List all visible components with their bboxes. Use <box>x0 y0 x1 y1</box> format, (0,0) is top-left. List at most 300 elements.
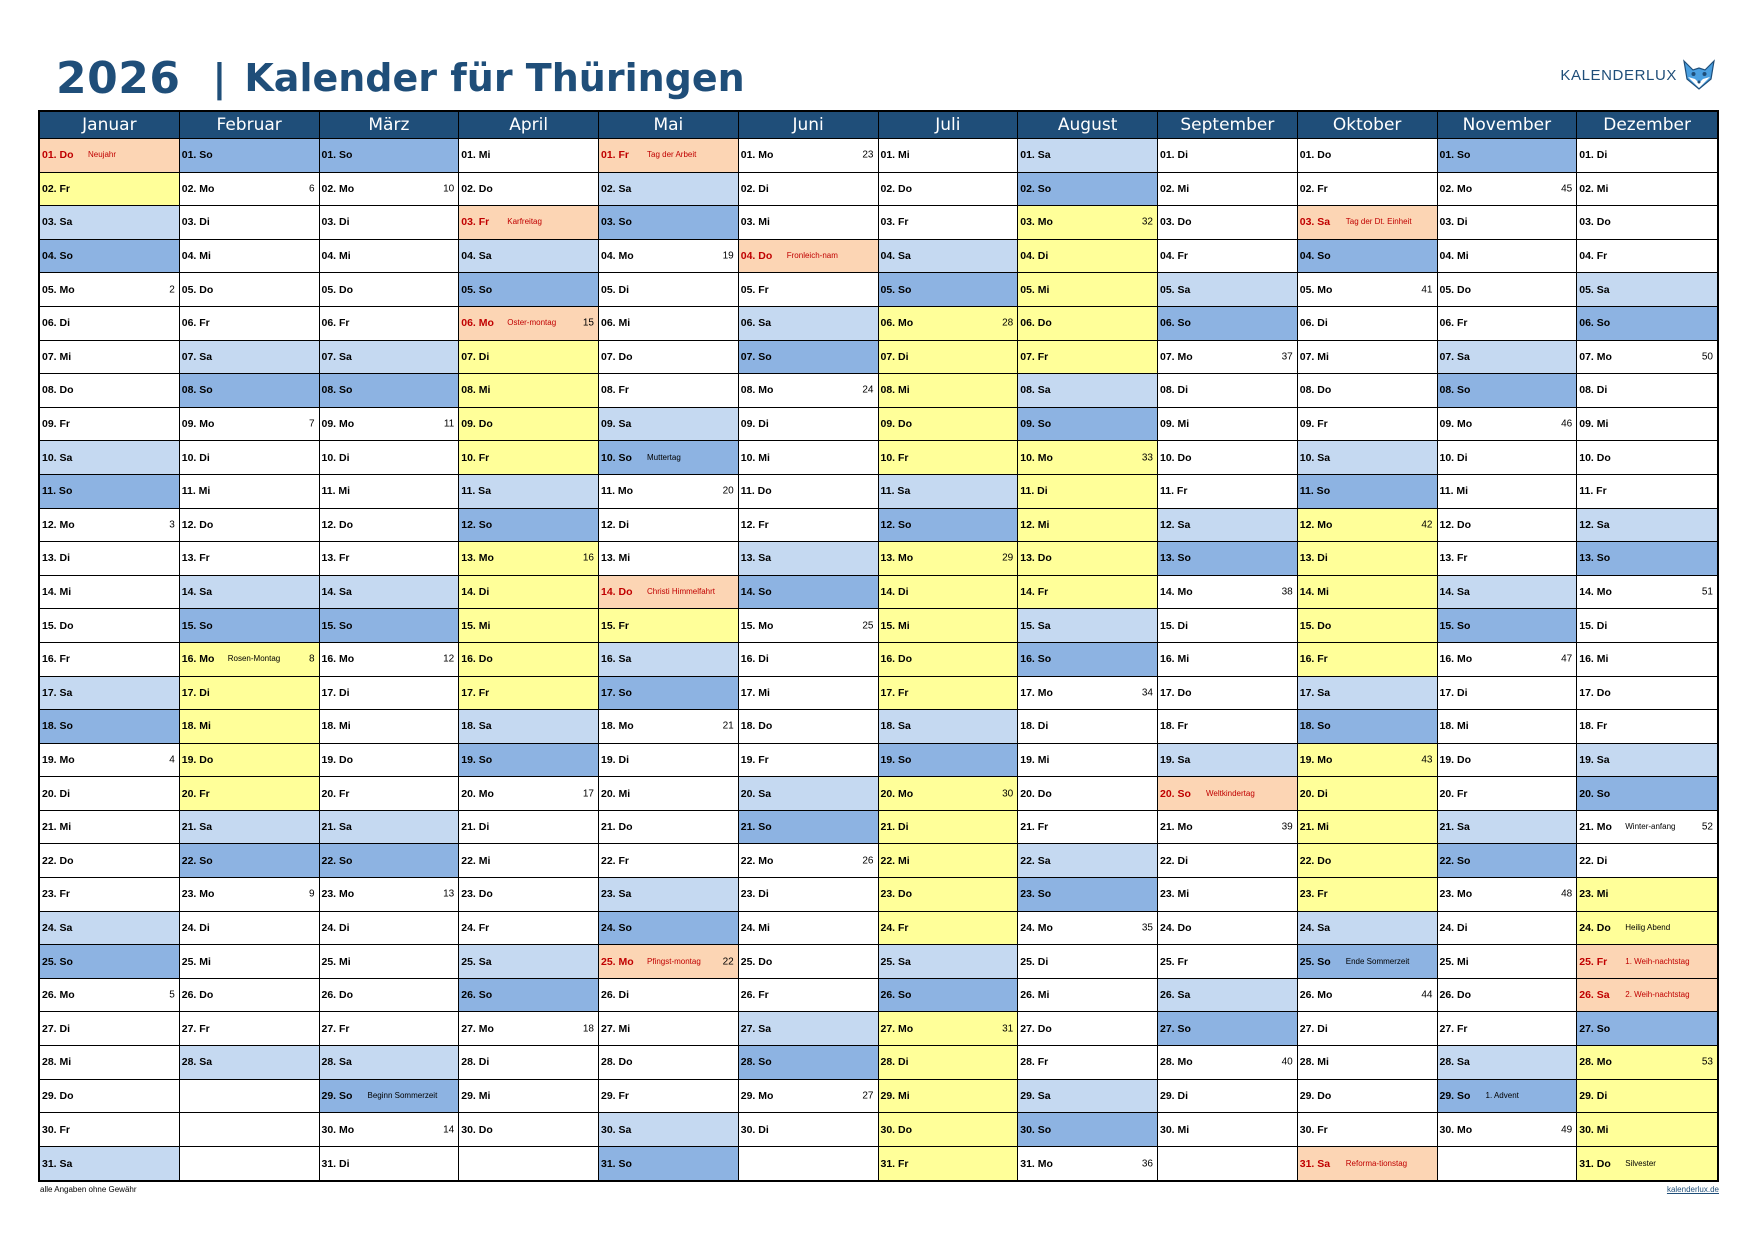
holiday-note: Muttertag <box>647 452 681 462</box>
day-label: 29. Di <box>1579 1089 1608 1102</box>
day-cell <box>1577 677 1717 711</box>
day-cell <box>1577 744 1717 778</box>
day-label: 02. Fr <box>42 182 71 195</box>
day-cell <box>40 710 179 744</box>
day-label: 27. Di <box>42 1022 71 1035</box>
day-cell <box>599 1080 738 1114</box>
day-cell <box>1577 240 1717 274</box>
day-cell <box>1158 1080 1297 1114</box>
day-label: 10. Fr <box>461 451 490 464</box>
day-label: 18. Di <box>1020 720 1049 733</box>
day-cell <box>1438 1012 1577 1046</box>
day-cell <box>1158 542 1297 576</box>
day-cell <box>1298 374 1437 408</box>
day-label: 17. Mo <box>1020 686 1053 699</box>
week-number: 12 <box>443 653 455 665</box>
day-label: 23. Do <box>880 888 913 901</box>
week-number: 38 <box>1281 586 1293 598</box>
day-label: 20. Mi <box>601 787 631 800</box>
day-cell <box>739 744 878 778</box>
day-label: 06. Sa <box>740 317 772 330</box>
title-text: Kalender für Thüringen <box>244 56 745 100</box>
day-label: 01. Mo <box>740 149 774 162</box>
week-number: 5 <box>169 989 175 1001</box>
day-label: 23. So <box>1020 888 1052 901</box>
day-cell <box>1298 240 1437 274</box>
day-cell <box>1298 509 1437 543</box>
day-cell <box>1298 1012 1437 1046</box>
day-label: 06. Di <box>42 317 71 330</box>
week-number: 34 <box>1141 687 1153 699</box>
day-cell <box>1018 542 1157 576</box>
day-label: 11. Mo <box>601 485 634 498</box>
day-cell <box>1018 509 1157 543</box>
day-label: 23. Mi <box>1579 888 1609 901</box>
day-cell <box>1438 979 1577 1013</box>
day-cell <box>40 408 179 442</box>
day-cell <box>459 542 598 576</box>
day-label: 30. Do <box>461 1123 493 1136</box>
day-cell <box>459 240 598 274</box>
day-label: 14. Di <box>880 586 909 599</box>
day-cell <box>1298 139 1437 173</box>
day-label: 22. Di <box>1160 854 1189 867</box>
day-label: 22. Fr <box>601 854 630 867</box>
day-cell <box>1577 206 1717 240</box>
holiday-note: 1. Weih-nachtstag <box>1625 956 1690 966</box>
month-header: April <box>459 112 598 139</box>
day-cell <box>320 206 459 240</box>
day-label: 29. Fr <box>601 1089 630 1102</box>
week-number: 25 <box>862 620 874 632</box>
day-cell <box>1577 576 1717 610</box>
week-number: 16 <box>582 552 594 564</box>
day-label: 19. Mi <box>1020 753 1050 766</box>
day-cell <box>40 273 179 307</box>
day-cell <box>599 945 738 979</box>
day-cell <box>1018 643 1157 677</box>
month-header: September <box>1158 112 1297 139</box>
day-label: 20. Fr <box>181 787 210 800</box>
day-label: 27. Mo <box>880 1022 914 1035</box>
day-cell <box>1298 643 1437 677</box>
holiday-note: Pfingst-montag <box>647 956 701 966</box>
day-label: 27. Sa <box>740 1022 772 1035</box>
brand-logo[interactable] <box>1560 54 1717 96</box>
day-label: 08. Do <box>42 384 74 397</box>
week-number: 39 <box>1281 821 1293 833</box>
day-label: 01. Do <box>1299 149 1332 162</box>
day-label: 02. Fr <box>1299 182 1328 195</box>
day-cell <box>1438 341 1577 375</box>
day-cell <box>40 844 179 878</box>
day-cell <box>1577 1113 1717 1147</box>
day-label: 28. Fr <box>1020 1056 1049 1069</box>
day-cell <box>1158 912 1297 946</box>
day-label: 07. Di <box>461 350 490 363</box>
day-label: 23. Sa <box>601 888 632 901</box>
day-cell <box>739 844 878 878</box>
day-label: 13. Di <box>42 552 71 565</box>
day-label: 17. Mi <box>740 686 770 699</box>
day-label: 12. Fr <box>740 518 769 531</box>
week-number: 46 <box>1561 418 1573 430</box>
day-cell <box>1577 878 1717 912</box>
day-cell <box>879 542 1018 576</box>
day-label: 03. Mo <box>1020 216 1053 229</box>
day-cell <box>1158 576 1297 610</box>
day-label: 02. So <box>1020 182 1052 195</box>
day-cell <box>1577 777 1717 811</box>
day-cell <box>739 441 878 475</box>
day-cell <box>739 677 878 711</box>
day-label: 30. Mo <box>321 1123 355 1136</box>
week-number: 32 <box>1141 216 1153 228</box>
day-label: 19. Sa <box>1579 753 1610 766</box>
day-label: 30. Do <box>880 1123 913 1136</box>
month-column <box>40 112 180 1180</box>
day-label: 02. Do <box>461 182 493 195</box>
day-cell <box>180 576 319 610</box>
day-cell <box>180 273 319 307</box>
day-label: 01. Mi <box>461 149 491 162</box>
day-cell <box>40 576 179 610</box>
holiday-note: Neujahr <box>88 150 117 160</box>
day-label: 05. Sa <box>1160 283 1191 296</box>
day-cell <box>1577 1012 1717 1046</box>
day-label: 23. Mo <box>181 888 215 901</box>
day-label: 28. So <box>740 1056 772 1069</box>
day-label: 19. Mo <box>42 753 75 766</box>
day-cell <box>1158 341 1297 375</box>
day-label: 29. Sa <box>1020 1089 1051 1102</box>
week-number: 35 <box>1141 922 1153 934</box>
day-label: 05. So <box>880 283 912 296</box>
day-cell <box>40 374 179 408</box>
holiday-note: Fronleich-nam <box>786 251 838 261</box>
day-cell <box>1018 878 1157 912</box>
week-number: 49 <box>1561 1124 1573 1136</box>
month-column <box>180 112 320 1180</box>
day-cell <box>40 1147 179 1181</box>
week-number: 22 <box>722 956 734 968</box>
day-cell <box>1158 307 1297 341</box>
day-cell <box>459 844 598 878</box>
day-label: 15. Mi <box>880 619 910 632</box>
month-column <box>739 112 879 1180</box>
day-label: 24. Do <box>1579 921 1611 934</box>
day-cell <box>1577 307 1717 341</box>
day-cell <box>879 576 1018 610</box>
day-cell <box>599 744 738 778</box>
day-label: 09. Mo <box>321 418 355 431</box>
day-label: 18. Fr <box>1160 720 1189 733</box>
day-label: 18. Mi <box>321 720 351 733</box>
day-cell <box>1577 710 1717 744</box>
day-label: 12. Mo <box>1299 518 1333 531</box>
day-cell <box>599 408 738 442</box>
day-cell <box>739 341 878 375</box>
day-cell <box>1577 341 1717 375</box>
day-label: 19. So <box>880 753 912 766</box>
day-cell <box>40 777 179 811</box>
day-cell <box>320 643 459 677</box>
day-label: 27. So <box>1160 1022 1191 1035</box>
day-label: 08. So <box>321 384 353 397</box>
empty-day-cell <box>739 1147 878 1181</box>
day-cell <box>1018 710 1157 744</box>
day-label: 02. Mi <box>1579 182 1609 195</box>
week-number: 42 <box>1421 519 1433 531</box>
day-label: 11. Sa <box>461 485 492 498</box>
day-cell <box>1158 1046 1297 1080</box>
day-label: 21. Sa <box>181 821 213 834</box>
day-label: 28. Sa <box>181 1056 213 1069</box>
day-label: 11. Do <box>740 485 772 498</box>
day-label: 31. So <box>601 1157 632 1170</box>
week-number: 33 <box>1141 452 1153 464</box>
day-cell <box>739 878 878 912</box>
day-label: 30. Fr <box>1299 1123 1328 1136</box>
day-cell <box>320 1080 459 1114</box>
day-label: 09. Fr <box>1299 418 1328 431</box>
day-label: 03. Di <box>321 216 350 229</box>
week-number: 6 <box>308 183 315 195</box>
day-cell <box>879 844 1018 878</box>
holiday-note: Tag der Arbeit <box>647 150 697 160</box>
day-label: 27. Do <box>1020 1022 1052 1035</box>
day-label: 08. So <box>181 384 213 397</box>
day-label: 21. Mo <box>1579 821 1612 834</box>
day-label: 17. Di <box>181 686 210 699</box>
day-cell <box>739 240 878 274</box>
day-cell <box>599 240 738 274</box>
day-cell <box>40 979 179 1013</box>
day-cell <box>180 441 319 475</box>
day-label: 16. Mo <box>181 653 215 666</box>
day-label: 23. Mi <box>1160 888 1190 901</box>
day-label: 11. So <box>42 485 73 498</box>
day-cell <box>1438 240 1577 274</box>
day-cell <box>40 1113 179 1147</box>
day-label: 12. Do <box>181 518 214 531</box>
day-label: 10. Mi <box>740 451 770 464</box>
day-label: 19. Mo <box>1299 753 1333 766</box>
day-label: 11. Di <box>1020 485 1048 498</box>
day-cell <box>599 475 738 509</box>
day-cell <box>1018 475 1157 509</box>
day-label: 26. Mi <box>1020 989 1050 1002</box>
day-cell <box>1018 744 1157 778</box>
day-cell <box>320 408 459 442</box>
holiday-note: Karfreitag <box>507 217 542 227</box>
day-cell <box>459 1012 598 1046</box>
day-label: 09. Do <box>461 418 493 431</box>
day-cell <box>459 173 598 207</box>
day-cell <box>1158 844 1297 878</box>
day-label: 13. So <box>1579 552 1611 565</box>
day-cell <box>320 240 459 274</box>
day-label: 03. Do <box>1160 216 1192 229</box>
day-label: 27. Fr <box>181 1022 210 1035</box>
day-cell <box>1438 576 1577 610</box>
day-label: 04. Mo <box>601 250 634 263</box>
day-label: 25. Mi <box>181 955 211 968</box>
day-cell <box>1298 273 1437 307</box>
day-label: 03. So <box>601 216 632 229</box>
day-cell <box>1298 441 1437 475</box>
day-cell <box>879 1046 1018 1080</box>
day-label: 08. Mi <box>461 384 491 397</box>
day-cell <box>1298 945 1437 979</box>
day-label: 21. Di <box>880 821 909 834</box>
day-cell <box>1158 206 1297 240</box>
week-number: 2 <box>169 284 175 296</box>
day-label: 15. Di <box>1579 619 1608 632</box>
day-label: 13. Di <box>1299 552 1328 565</box>
day-label: 26. So <box>461 989 493 1002</box>
day-cell <box>1158 945 1297 979</box>
day-label: 26. Do <box>1439 989 1472 1002</box>
day-cell <box>879 979 1018 1013</box>
day-label: 25. So <box>42 955 73 968</box>
day-cell <box>1018 307 1157 341</box>
day-label: 13. Mo <box>461 552 494 565</box>
day-cell <box>1438 475 1577 509</box>
day-label: 12. So <box>880 518 912 531</box>
day-cell <box>1577 811 1717 845</box>
holiday-note: Oster-montag <box>507 318 557 328</box>
day-cell <box>879 677 1018 711</box>
day-label: 24. Di <box>181 921 210 934</box>
day-cell <box>40 1012 179 1046</box>
day-label: 07. Mi <box>42 350 72 363</box>
day-cell <box>1018 1080 1157 1114</box>
day-cell <box>1018 811 1157 845</box>
day-label: 26. So <box>880 989 912 1002</box>
day-cell <box>1438 408 1577 442</box>
day-cell <box>1438 542 1577 576</box>
day-label: 04. Di <box>1020 250 1049 263</box>
day-cell <box>879 475 1018 509</box>
day-label: 22. Do <box>1299 854 1332 867</box>
day-cell <box>1018 173 1157 207</box>
day-cell <box>459 643 598 677</box>
day-label: 02. Do <box>880 182 913 195</box>
day-label: 15. So <box>321 619 353 632</box>
day-cell <box>1158 811 1297 845</box>
day-cell <box>599 811 738 845</box>
day-cell <box>1018 341 1157 375</box>
day-label: 14. Mi <box>42 586 72 599</box>
day-cell <box>1158 1012 1297 1046</box>
day-cell <box>599 374 738 408</box>
day-cell <box>879 744 1018 778</box>
day-label: 11. Sa <box>880 485 911 498</box>
day-cell <box>879 945 1018 979</box>
day-label: 02. Mi <box>1160 182 1190 195</box>
day-cell <box>1158 273 1297 307</box>
day-label: 17. Di <box>1439 686 1468 699</box>
week-number: 52 <box>1701 821 1713 833</box>
day-cell <box>459 341 598 375</box>
day-label: 26. Mo <box>42 989 75 1002</box>
day-cell <box>1018 273 1157 307</box>
day-label: 21. Mo <box>1160 821 1193 834</box>
day-cell <box>1577 408 1717 442</box>
day-label: 20. So <box>1160 787 1191 800</box>
month-header: Januar <box>40 112 179 139</box>
day-label: 25. Di <box>1020 955 1049 968</box>
day-cell <box>1298 542 1437 576</box>
week-number: 40 <box>1281 1056 1293 1068</box>
month-column <box>1577 112 1717 1180</box>
day-cell <box>40 240 179 274</box>
week-number: 27 <box>862 1090 874 1102</box>
day-label: 23. Mo <box>321 888 355 901</box>
day-label: 07. Do <box>601 350 633 363</box>
day-cell <box>1018 979 1157 1013</box>
day-label: 13. Fr <box>1439 552 1468 565</box>
day-cell <box>1018 777 1157 811</box>
day-cell <box>40 173 179 207</box>
day-label: 02. Di <box>740 182 769 195</box>
day-cell <box>459 475 598 509</box>
day-label: 26. Sa <box>1579 989 1610 1002</box>
day-label: 21. Do <box>601 821 633 834</box>
week-number: 13 <box>443 888 455 900</box>
day-label: 10. Di <box>321 451 350 464</box>
day-cell <box>320 374 459 408</box>
week-number: 17 <box>582 788 594 800</box>
day-label: 15. Sa <box>1020 619 1051 632</box>
day-cell <box>1158 509 1297 543</box>
day-label: 18. Do <box>740 720 773 733</box>
day-label: 14. So <box>740 586 772 599</box>
day-cell <box>1298 408 1437 442</box>
week-number: 11 <box>443 418 455 430</box>
day-label: 17. Sa <box>1299 686 1331 699</box>
day-cell <box>739 475 878 509</box>
day-label: 17. Do <box>1579 686 1611 699</box>
day-label: 07. Mi <box>1299 350 1329 363</box>
day-label: 16. Mi <box>1579 653 1609 666</box>
week-number: 24 <box>862 384 874 396</box>
day-cell <box>879 1012 1018 1046</box>
day-label: 02. Mo <box>181 182 215 195</box>
day-cell <box>1298 307 1437 341</box>
day-cell <box>40 307 179 341</box>
day-cell <box>40 811 179 845</box>
day-cell <box>1018 206 1157 240</box>
day-label: 02. Mo <box>1439 182 1473 195</box>
footer-link[interactable]: kalenderlux.de <box>1666 1185 1719 1194</box>
day-label: 01. Di <box>1579 149 1608 162</box>
day-cell <box>599 710 738 744</box>
day-cell <box>1438 643 1577 677</box>
day-cell <box>599 542 738 576</box>
day-cell <box>180 609 319 643</box>
day-label: 06. Mo <box>461 317 494 330</box>
day-cell <box>320 744 459 778</box>
day-label: 20. Do <box>1020 787 1052 800</box>
day-cell <box>879 912 1018 946</box>
day-cell <box>599 441 738 475</box>
week-number: 30 <box>1002 788 1014 800</box>
day-cell <box>739 609 878 643</box>
day-label: 25. Do <box>740 955 773 968</box>
day-label: 18. So <box>42 720 73 733</box>
